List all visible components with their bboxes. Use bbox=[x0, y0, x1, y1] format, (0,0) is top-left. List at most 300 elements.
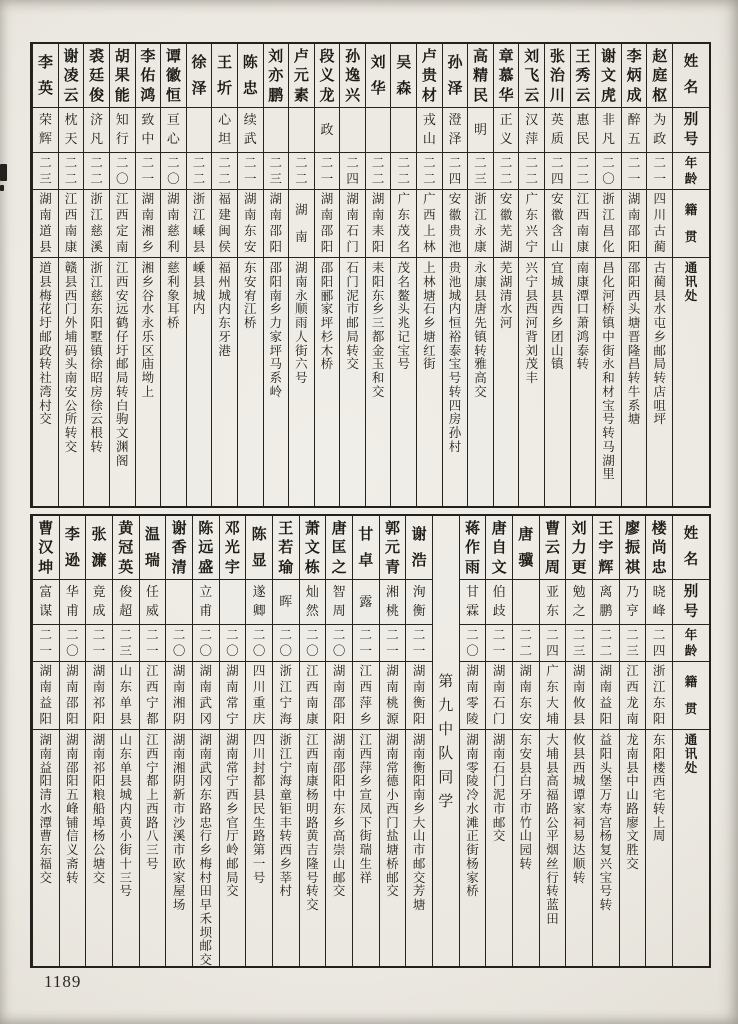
glyph: 宜 bbox=[551, 260, 564, 275]
glyph: 陈 bbox=[242, 53, 258, 71]
glyph: 福 bbox=[218, 191, 231, 207]
glyph: 闽 bbox=[218, 223, 231, 239]
glyph: 耒 bbox=[371, 223, 385, 239]
alias-cell bbox=[300, 580, 326, 625]
age-cell bbox=[264, 153, 289, 190]
glyph: 桥 bbox=[320, 356, 334, 372]
native-cell bbox=[113, 662, 139, 730]
glyph: 路 bbox=[626, 800, 639, 816]
name-cell bbox=[220, 516, 246, 580]
glyph: 文 bbox=[115, 425, 129, 440]
glyph: 香 bbox=[171, 538, 187, 556]
glyph: 远 bbox=[198, 538, 214, 556]
glyph: 汉 bbox=[525, 113, 539, 128]
glyph: 浩 bbox=[411, 551, 427, 569]
glyph: 湾 bbox=[39, 383, 52, 399]
glyph: 林 bbox=[423, 273, 436, 289]
glyph: 阳 bbox=[412, 773, 426, 789]
glyph: 二 bbox=[119, 626, 132, 642]
glyph: 号 bbox=[599, 883, 613, 899]
glyph: 湖 bbox=[499, 273, 513, 289]
native-cell bbox=[540, 662, 566, 730]
glyph: 二 bbox=[466, 626, 479, 642]
glyph: 西 bbox=[115, 273, 129, 289]
glyph: 裕 bbox=[448, 328, 462, 344]
glyph: 辉 bbox=[598, 557, 614, 576]
glyph: 玉 bbox=[371, 356, 385, 372]
age-cell bbox=[566, 625, 592, 662]
glyph: 邵 bbox=[66, 759, 79, 775]
glyph: 邵 bbox=[320, 223, 334, 239]
glyph: 刘 bbox=[370, 53, 386, 71]
glyph: 江 bbox=[652, 679, 666, 695]
glyph: 交 bbox=[226, 883, 239, 899]
glyph: 西 bbox=[146, 679, 159, 695]
age-cell bbox=[545, 153, 570, 190]
row-header-alias bbox=[673, 580, 709, 625]
person-column bbox=[459, 516, 486, 966]
address-cell bbox=[33, 730, 59, 966]
age-cell bbox=[33, 153, 58, 190]
glyph: 民 bbox=[252, 800, 266, 816]
glyph: 慈 bbox=[90, 223, 103, 239]
address-cell bbox=[519, 258, 544, 506]
glyph: 二 bbox=[519, 626, 533, 642]
glyph: 建 bbox=[218, 207, 231, 223]
glyph: 福 bbox=[39, 855, 52, 871]
glyph: 炳 bbox=[626, 66, 642, 84]
age-cell bbox=[647, 153, 672, 190]
glyph: 邵 bbox=[269, 223, 283, 239]
glyph: 潭 bbox=[39, 814, 52, 830]
glyph: 昌 bbox=[602, 260, 615, 275]
glyph: 都 bbox=[371, 328, 385, 344]
glyph: 系 bbox=[269, 370, 283, 385]
glyph: 南 bbox=[66, 745, 79, 761]
glyph: 宁 bbox=[146, 759, 159, 775]
address-cell bbox=[468, 258, 493, 506]
glyph: 高 bbox=[332, 828, 346, 844]
glyph: 牛 bbox=[627, 383, 641, 399]
glyph: 市 bbox=[172, 800, 186, 816]
glyph: 东 bbox=[652, 732, 666, 747]
age-cell bbox=[417, 153, 442, 190]
glyph: 四 bbox=[252, 663, 266, 679]
alias-cell bbox=[84, 108, 109, 153]
glyph: 盛 bbox=[198, 557, 214, 576]
native-cell bbox=[353, 662, 379, 730]
glyph: 鹏 bbox=[599, 604, 613, 619]
glyph: 周 bbox=[544, 557, 560, 576]
address-cell bbox=[571, 258, 596, 506]
glyph: 源 bbox=[386, 711, 399, 727]
glyph: 〇 bbox=[66, 642, 79, 658]
glyph: 心 bbox=[166, 132, 180, 147]
glyph: 云 bbox=[575, 85, 591, 104]
age-cell bbox=[113, 625, 139, 662]
glyph: 雨 bbox=[295, 315, 308, 330]
native-cell bbox=[596, 190, 621, 258]
glyph: 晓 bbox=[652, 585, 666, 600]
glyph: 昌 bbox=[602, 223, 615, 239]
native-cell bbox=[566, 662, 592, 730]
name-cell bbox=[33, 44, 58, 108]
glyph: 西 bbox=[306, 745, 319, 761]
alias-cell bbox=[540, 580, 566, 625]
glyph: 晋 bbox=[627, 328, 641, 344]
alias-cell bbox=[193, 580, 219, 625]
glyph: 县 bbox=[64, 273, 78, 289]
glyph: 西 bbox=[64, 207, 78, 223]
glyph: 乡 bbox=[653, 328, 666, 344]
glyph: 利 bbox=[167, 239, 180, 255]
glyph: 湖 bbox=[346, 191, 359, 207]
glyph: 湖 bbox=[412, 732, 426, 747]
address-cell bbox=[340, 258, 365, 506]
name-cell bbox=[486, 516, 512, 580]
glyph: 单 bbox=[119, 759, 132, 775]
age-cell bbox=[315, 153, 340, 190]
glyph: 湘 bbox=[141, 260, 155, 275]
glyph: 四 bbox=[448, 397, 462, 413]
glyph: 文 bbox=[626, 828, 639, 844]
glyph: 二 bbox=[499, 154, 513, 170]
glyph: 南 bbox=[576, 223, 590, 239]
glyph: 南 bbox=[466, 745, 479, 761]
glyph: 交 bbox=[412, 869, 426, 885]
glyph: 湖 bbox=[492, 732, 506, 747]
glyph: 杨 bbox=[466, 855, 479, 871]
address-cell bbox=[513, 730, 539, 966]
glyph: 滩 bbox=[466, 814, 479, 830]
glyph: 嵊 bbox=[192, 260, 206, 275]
glyph: 池 bbox=[448, 239, 462, 255]
alias-cell bbox=[161, 108, 186, 153]
glyph: 隆 bbox=[627, 342, 641, 358]
glyph: 雅 bbox=[474, 356, 487, 372]
glyph: 高 bbox=[473, 46, 489, 65]
native-cell bbox=[193, 662, 219, 730]
glyph: 芜 bbox=[499, 260, 513, 275]
glyph: 非 bbox=[602, 113, 616, 128]
native-cell bbox=[187, 190, 212, 258]
glyph: 禾 bbox=[199, 910, 212, 926]
glyph: 西 bbox=[359, 679, 373, 695]
glyph: 杨 bbox=[92, 828, 106, 844]
glyph: 南 bbox=[492, 745, 506, 761]
name-cell bbox=[59, 44, 84, 108]
glyph: 浙 bbox=[192, 191, 206, 207]
person-column bbox=[544, 44, 570, 506]
glyph: 化 bbox=[602, 239, 615, 255]
glyph: 坪 bbox=[653, 411, 666, 427]
glyph: 十 bbox=[119, 855, 132, 871]
glyph: 宁 bbox=[525, 239, 538, 255]
glyph: 江 bbox=[626, 663, 639, 679]
glyph: 南 bbox=[306, 695, 319, 711]
age-cell bbox=[193, 625, 219, 662]
glyph: 西 bbox=[359, 745, 373, 761]
glyph: 德 bbox=[386, 773, 399, 789]
name-cell bbox=[212, 44, 237, 108]
address-cell bbox=[136, 258, 161, 506]
person-column bbox=[518, 44, 544, 506]
glyph: 江 bbox=[576, 191, 590, 207]
glyph: 南 bbox=[39, 679, 52, 695]
glyph: 官 bbox=[226, 814, 239, 830]
glyph: 阳 bbox=[320, 239, 334, 255]
glyph: 江 bbox=[192, 207, 206, 223]
glyph: 驹 bbox=[115, 411, 129, 427]
name-cell bbox=[315, 44, 340, 108]
glyph: 南 bbox=[295, 228, 308, 244]
glyph: 王 bbox=[278, 518, 294, 537]
glyph: 转 bbox=[572, 869, 586, 885]
person-column bbox=[390, 44, 416, 506]
glyph: 永 bbox=[474, 223, 487, 239]
glyph: 遂 bbox=[252, 585, 266, 600]
glyph: 东 bbox=[519, 732, 533, 747]
address-cell bbox=[60, 730, 86, 966]
glyph: 宝 bbox=[448, 356, 462, 372]
glyph: 云 bbox=[63, 85, 79, 104]
name-cell bbox=[326, 516, 352, 580]
glyph: 湖 bbox=[466, 732, 479, 747]
glyph: 城 bbox=[218, 287, 231, 303]
glyph: 山 bbox=[119, 732, 132, 747]
native-cell bbox=[647, 190, 672, 258]
glyph: 二 bbox=[397, 154, 411, 170]
glyph: 鹤 bbox=[115, 315, 129, 330]
address-cell bbox=[300, 730, 326, 966]
address-cell bbox=[460, 730, 486, 966]
glyph: 俊 bbox=[89, 85, 105, 104]
glyph: 西 bbox=[626, 679, 639, 695]
glyph: 县 bbox=[119, 711, 132, 727]
glyph: 谢 bbox=[601, 46, 617, 65]
glyph: 阴 bbox=[172, 711, 186, 727]
glyph: 〇 bbox=[115, 170, 129, 186]
glyph: 瑜 bbox=[278, 557, 294, 576]
glyph: 湖 bbox=[519, 663, 533, 679]
glyph: 池 bbox=[448, 273, 462, 289]
person-column bbox=[339, 44, 365, 506]
glyph: 县 bbox=[546, 759, 559, 775]
name-cell bbox=[406, 516, 432, 580]
glyph: 公 bbox=[64, 397, 78, 413]
glyph: 桃 bbox=[386, 695, 399, 711]
glyph: 路 bbox=[199, 800, 212, 816]
glyph: 阳 bbox=[332, 711, 346, 727]
glyph: 二 bbox=[627, 154, 641, 170]
glyph: 兆 bbox=[397, 315, 411, 330]
person-column bbox=[646, 44, 672, 506]
glyph: 昭 bbox=[90, 370, 103, 385]
glyph: 东 bbox=[218, 315, 231, 330]
name-cell bbox=[494, 44, 519, 108]
glyph: 四 bbox=[551, 170, 564, 186]
glyph: 峰 bbox=[66, 800, 79, 816]
glyph: 南 bbox=[64, 370, 78, 385]
glyph: 天 bbox=[64, 132, 78, 147]
glyph: 吉 bbox=[306, 842, 319, 857]
glyph: 佑 bbox=[140, 66, 156, 84]
glyph: 和 bbox=[371, 370, 385, 385]
glyph: 丰 bbox=[525, 370, 538, 385]
glyph: 青 bbox=[384, 557, 400, 576]
glyph: 鸿 bbox=[576, 328, 590, 344]
glyph: 转 bbox=[90, 438, 103, 454]
glyph: 人 bbox=[295, 328, 308, 344]
glyph: 枢 bbox=[652, 85, 668, 104]
alias-cell bbox=[380, 580, 406, 625]
native-cell bbox=[366, 190, 391, 258]
glyph: 生 bbox=[252, 814, 266, 830]
glyph: 歧 bbox=[492, 604, 506, 619]
name-cell bbox=[571, 44, 596, 108]
glyph: 二 bbox=[39, 154, 52, 170]
glyph: 二 bbox=[141, 154, 155, 170]
glyph: 门 bbox=[492, 711, 506, 727]
glyph: 匡 bbox=[331, 538, 347, 556]
row-header-native bbox=[673, 662, 709, 730]
age-cell bbox=[161, 153, 186, 190]
address-cell bbox=[326, 730, 352, 966]
glyph: 上 bbox=[423, 260, 436, 275]
glyph: 茂 bbox=[525, 356, 538, 372]
person-column bbox=[139, 516, 166, 966]
glyph: 二 bbox=[172, 626, 186, 642]
person-column bbox=[299, 516, 326, 966]
alias-cell bbox=[187, 108, 212, 153]
glyph: 下 bbox=[359, 814, 373, 830]
glyph: 丝 bbox=[546, 855, 559, 871]
glyph: 三 bbox=[371, 315, 385, 330]
glyph: 二 bbox=[295, 170, 308, 186]
person-column bbox=[32, 516, 59, 966]
glyph: 县 bbox=[653, 287, 666, 303]
glyph: 阳 bbox=[332, 773, 346, 789]
glyph: 市 bbox=[172, 842, 186, 857]
glyph: 转 bbox=[474, 342, 487, 358]
glyph: 廖 bbox=[626, 814, 639, 830]
age-cell bbox=[646, 625, 672, 662]
glyph: 坪 bbox=[269, 342, 283, 358]
glyph: 甘 bbox=[358, 525, 374, 543]
glyph: 湘 bbox=[385, 585, 399, 600]
name-cell bbox=[136, 44, 161, 108]
glyph: 王 bbox=[575, 46, 591, 65]
address-cell bbox=[238, 258, 263, 506]
glyph: 塘 bbox=[627, 315, 641, 330]
address-cell bbox=[596, 258, 621, 506]
native-cell bbox=[86, 662, 112, 730]
glyph: 童 bbox=[279, 787, 293, 802]
glyph: 西 bbox=[279, 842, 293, 857]
glyph: 之 bbox=[331, 557, 347, 576]
glyph: 街 bbox=[359, 828, 373, 844]
glyph: 西 bbox=[423, 207, 436, 223]
glyph: 交 bbox=[386, 883, 399, 899]
glyph: 名 bbox=[397, 273, 411, 289]
address-cell bbox=[622, 258, 647, 506]
alias-cell bbox=[596, 108, 621, 153]
glyph: 姓 bbox=[683, 526, 699, 543]
glyph: 上 bbox=[146, 787, 159, 802]
glyph: 尚 bbox=[651, 538, 667, 556]
glyph: 康 bbox=[474, 239, 487, 255]
glyph: 塘 bbox=[423, 328, 436, 344]
glyph: 孙 bbox=[448, 425, 462, 440]
glyph: 湖 bbox=[39, 191, 52, 207]
glyph: 谭 bbox=[165, 46, 181, 65]
glyph: 之 bbox=[572, 604, 586, 619]
glyph: 二 bbox=[602, 154, 615, 170]
glyph: 二 bbox=[192, 154, 206, 170]
glyph: 庆 bbox=[252, 711, 266, 727]
glyph: 宅 bbox=[652, 787, 666, 802]
native-cell bbox=[443, 190, 468, 258]
alias-cell bbox=[366, 108, 391, 153]
alias-cell bbox=[212, 108, 237, 153]
glyph: 城 bbox=[119, 787, 132, 802]
glyph: 复 bbox=[599, 842, 613, 857]
alias-cell bbox=[33, 108, 58, 153]
alias-cell bbox=[513, 580, 539, 625]
glyph: 年 bbox=[684, 626, 698, 642]
glyph: 卓 bbox=[358, 551, 374, 569]
glyph: 华 bbox=[370, 79, 386, 97]
glyph: 川 bbox=[549, 85, 565, 104]
glyph: 码 bbox=[64, 342, 78, 358]
glyph: 通 bbox=[684, 732, 698, 747]
glyph: 成 bbox=[626, 85, 642, 104]
row-header-name bbox=[673, 44, 709, 108]
glyph: 二 bbox=[371, 154, 385, 170]
glyph: 黄 bbox=[119, 814, 132, 830]
glyph: 坤 bbox=[38, 557, 54, 576]
glyph: 阳 bbox=[627, 273, 641, 289]
glyph: 〇 bbox=[172, 642, 186, 658]
glyph: 早 bbox=[199, 897, 212, 912]
glyph: 浙 bbox=[602, 191, 615, 207]
glyph: 龄 bbox=[684, 642, 698, 658]
glyph: 南 bbox=[332, 679, 346, 695]
glyph: 湘 bbox=[172, 695, 186, 711]
name-cell bbox=[110, 44, 135, 108]
name-cell bbox=[193, 516, 219, 580]
person-column bbox=[165, 516, 192, 966]
glyph: 文 bbox=[491, 557, 507, 576]
glyph: 宇 bbox=[598, 538, 614, 556]
glyph: 南 bbox=[599, 679, 613, 695]
glyph: 邮 bbox=[199, 938, 212, 954]
address-cell bbox=[646, 730, 672, 966]
glyph: 邵 bbox=[66, 695, 79, 711]
glyph: 县 bbox=[39, 273, 52, 289]
glyph: 南 bbox=[115, 239, 129, 255]
glyph: 街 bbox=[119, 842, 132, 857]
glyph: 安 bbox=[64, 383, 78, 399]
address-cell bbox=[84, 258, 109, 506]
glyph: 古 bbox=[653, 223, 666, 239]
glyph: 先 bbox=[474, 315, 487, 330]
glyph: 阳 bbox=[652, 745, 666, 761]
glyph: 号 bbox=[683, 131, 699, 148]
glyph: 零 bbox=[466, 759, 479, 775]
glyph: 邵 bbox=[269, 260, 283, 275]
glyph: 钜 bbox=[279, 800, 293, 816]
